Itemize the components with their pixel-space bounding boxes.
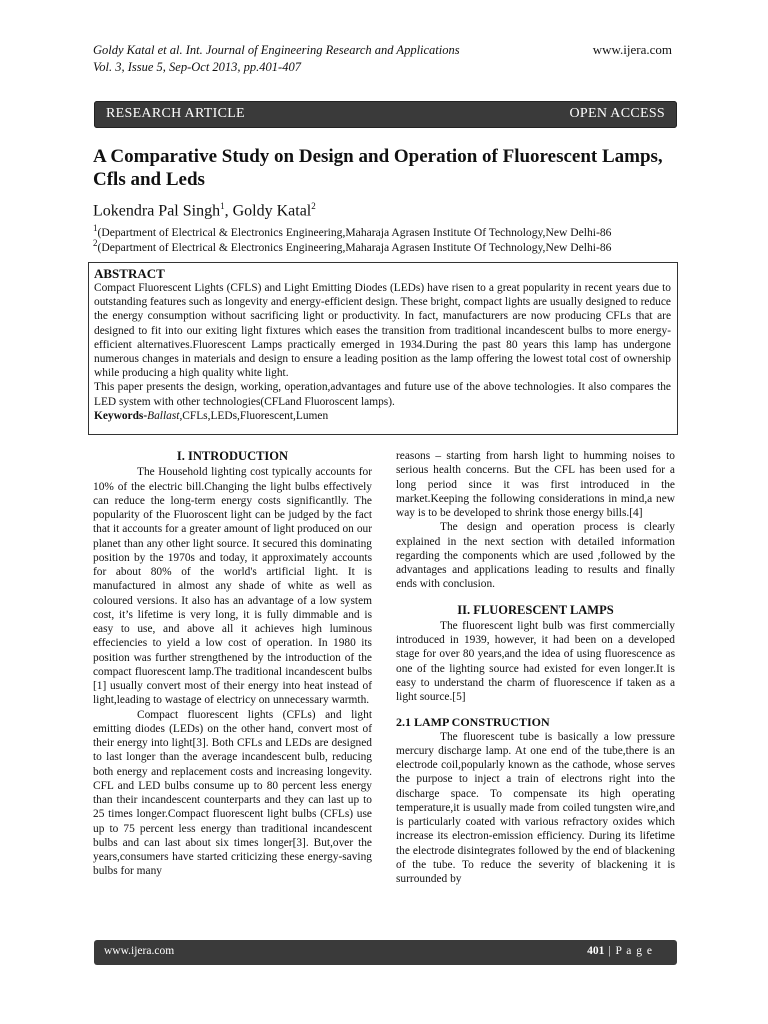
body-paragraph: Compact fluorescent lights (CFLs) and light emitting diodes (LEDs) on the other hand, convert most of their energy into light[3]. Both CFLs and LEDs are designed to last longer than the average incandescent bulb, reducing both energy and replacement costs and increasing longevity. CFL and LED bulbs consume up to 80 percent less energy than their incandescent counterparts and they can last up to 25 times longer.Compact fluorescent light bulbs (CFLs) use up to 75 percent less energy than traditional incandescent bulbs and can last about six times longer[3]. But,over the years,consumers have started criticizing these energy-saving bulbs for many [93,708,372,878]
affiliation-mark: 1 [93,223,98,233]
author-name: Lokendra Pal Singh [93,202,221,220]
page-label: | P a g e [604,945,653,957]
affiliation-text: (Department of Electrical & Electronics Engineering,Maharaja Agrasen Institute Of Technology,New Delhi-86 [97,225,612,239]
journal-line-2: Vol. 3, Issue 5, Sep-Oct 2013, pp.401-407 [93,60,301,74]
section-heading-fluorescent-lamps: II. FLUORESCENT LAMPS [457,602,614,617]
author-affiliation-mark: 2 [311,201,316,211]
affiliation-mark: 2 [93,238,98,248]
abstract-heading: ABSTRACT [94,266,165,281]
open-access-label: OPEN ACCESS [569,106,665,121]
body-paragraph: The fluorescent tube is basically a low pressure mercury discharge lamp. At one end of the tube,there is an electrode coil,popularly known as the cathode, whose serves the purpose to inject a train of electrons right into the discharge space. To compensate its high operating temperature,it is usually made from coiled tungsten wire,and is particularly coated with various refractory oxides which increase its electron-emission efficiency. During its lifetime the electrode disintegrates followed by the end of blackening of the tube. To reduce the severity of blackening it is surrounded by [396,730,675,885]
body-paragraph: The fluorescent light bulb was first commercially introduced in 1939, however, it had been on a developed stage for over 80 years,and the idea of using fluorescence as one of the lighting source had existed for even longer.It is easy to understand the charm of fluorescence if taken as a light source.[5] [396,619,675,703]
body-paragraph: reasons – starting from harsh light to humming noises to serious health concerns. But the CFL has been used for a long period since it was first introduced in the market.Keeping the following considerations in mind,a new way is to be developed to shrink those energy bills.[4] [396,450,675,519]
body-column-left [93,449,372,879]
affiliation-2 [93,236,611,255]
abstract-paragraph: This paper presents the design, working, operation,advantages and future use of the above technologies. It also compares the LED system with other technologies(CFLand Fluoroscent lamps). [94,381,671,408]
author-name: Goldy Katal [232,202,312,220]
body-column-right [396,449,675,886]
keywords-list: ,CFLs,LEDs,Fluorescent,Lumen [179,409,329,422]
subsection-heading-lamp-construction: 2.1 LAMP CONSTRUCTION [396,715,550,730]
abstract-box [88,262,678,435]
author-separator: , [224,202,233,220]
page-number: 401 [587,945,605,957]
body-paragraph: The design and operation process is clearly explained in the next section with detailed information regarding the components which are used ,followed by the advantages and applications leading to results and finally ends with conclusion. [396,521,675,591]
body-paragraph: The Household lighting cost typically accounts for 10% of the electric bill.Changing the light bulbs effectively can reduce the long-term energy costs significantlly. The popularity of the Fluoroscent light can be judged by the fact that it accounts for a greater amount of light produced on our planet than any other light source. It secured this dominating position by the 1970s and today, it approximately accounts for about 80% of the world's artificial light. It is manufactured in almost any shade of white as well as coloured versions. It also has an advantage of a low system cost, it’s lifetime is very long, it is fully dimmable and is easy to use, and above all it achieves high luminous effeciencies to yield a low cost of operation. In 1980 its position was further strengthened by the introduction of the compact fluorescent lamp.The traditional incandescent bulbs [1] usually convert most of their energy into heat instead of light,leading to wastage of electricy on unnecessary warmth. [93,466,372,707]
author-affiliation-mark: 1 [220,201,225,211]
research-article-label: RESEARCH ARTICLE [106,106,245,121]
keyword-italic: Ballast [147,409,180,422]
abstract-paragraph: Compact Fluorescent Lights (CFLS) and Light Emitting Diodes (LEDs) have risen to a great popularity in recent years due to outstanding features such as longevity and energy-efficient design. These bright, compact lights are usually designed to reduce the energy consumption without sacrificing light or productivity. In fact, manufacturers are now producing CFLs that are designed to fit into our exiting light fixtures which eases the transition from traditional incandescent bulbs to more energy-efficient alternatives.Fluorescent Lamps practically emerged in 1934.During the past 80 years this lamp has undergone numerous changes in materials and design to ensure a leading position as the lamp offering the lowest total cost of ownership while producing a high quality white light. [94,282,671,380]
paper-title: A Comparative Study on Design and Operation of Fluorescent Lamps, Cfls and Leds [93,146,663,190]
article-type-banner [94,101,677,128]
page-indicator [587,945,653,957]
affiliation-text: (Department of Electrical & Electronics Engineering,Maharaja Agrasen Institute Of Technology,New Delhi-86 [97,240,612,254]
section-heading-introduction: I. INTRODUCTION [176,449,289,463]
author-list [93,201,316,220]
keywords-label: Keywords- [94,409,148,422]
header-website-link[interactable]: www.ijera.com [592,42,672,57]
journal-line-1: Goldy Katal et al. Int. Journal of Engineering Research and Applications [93,43,460,57]
journal-citation [93,42,460,76]
keywords [94,409,671,423]
footer-website-link[interactable]: www.ijera.com [104,945,175,957]
page-footer [94,940,677,965]
